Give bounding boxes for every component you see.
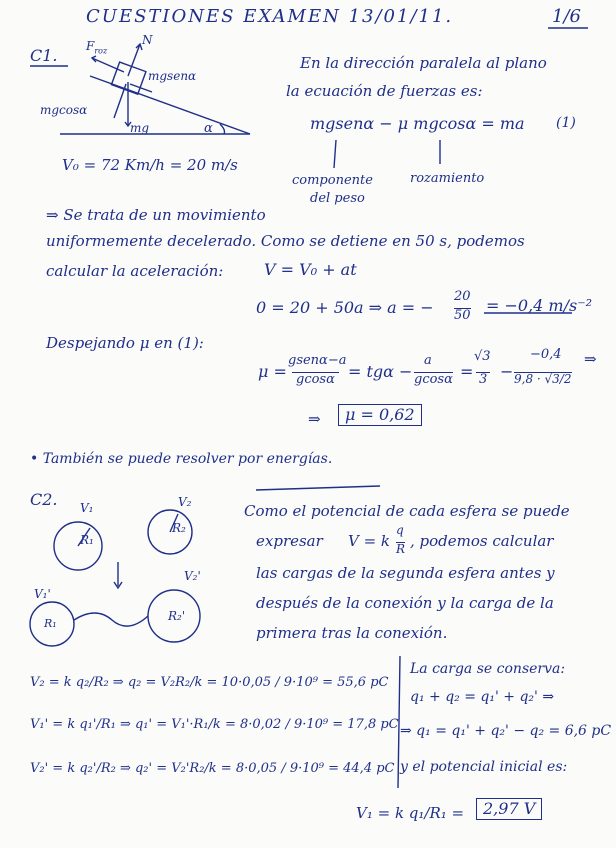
mu-frac2-den: gcosα [414,372,453,387]
v2-label: V₂ [178,495,192,509]
mu-eq-sign: μ = [258,362,287,381]
mu-frac3-num: √3 [474,349,491,364]
r2-label: R₂ [172,521,186,535]
accel-denominator: 50 [454,308,471,323]
c2-text-line2c: , podemos calcular [410,532,554,550]
c1-label: C1. [30,46,58,65]
q2-prime-equation: V₂' = k q₂'/R₂ ⇒ q₂' = V₂'R₂/k = 8·0,05 / 9·10⁹ = 44,4 pC [30,761,395,776]
c2-text-line3: las cargas de la segunda esfera antes y [256,564,555,582]
final-equation: V₁ = k q₁/R₁ = [356,804,465,822]
plane-slope [90,76,250,134]
annotation-weight: del peso [310,191,365,206]
c2-text-r: R [396,542,406,556]
acceleration-calc: 0 = 20 + 50a ⇒ a = − [256,298,434,317]
v1-prime-label: V₁' [34,587,51,601]
conservation-line3: ⇒ q₁ = q₁' + q₂' − q₂ = 6,6 pC [400,723,612,739]
v1-label: V₁ [80,501,94,515]
exam-title: CUESTIONES EXAMEN 13/01/11. [86,6,454,27]
initial-speed: V₀ = 72 Km/h = 20 m/s [62,156,238,174]
parallel-component-label: mgsenα [148,69,197,83]
weight-label: mg [130,121,150,135]
mu-frac1-den: gcosα [292,372,339,386]
mu-frac4-den: 9,8 · √3/2 [514,372,572,386]
normal-arrow [128,44,140,76]
r1-label: R₁ [80,533,94,547]
q2-equation: V₂ = k q₂/R₂ ⇒ q₂ = V₂R₂/k = 10·0,05 / 9·10⁹ = 55,6 pC [30,675,389,690]
angle-label: α [204,121,213,136]
energy-note: • También se puede resolver por energías. [30,451,333,467]
q1-prime-equation: V₁' = k q₁'/R₁ ⇒ q₁' = V₁'·R₁/k = 8·0,02 / 9·10⁹ = 17,8 pC [30,717,399,732]
mu-frac1-num: gsenα−a [288,353,347,368]
c2-text-line2b: V = k [348,532,391,550]
equation-tag: (1) [556,115,576,131]
mu-frac2-num: a [424,353,432,368]
perp-component-label: mgcosα [40,103,88,117]
conservation-line4: y el potencial inicial es: [400,759,568,775]
mu-frac4-num: −0,4 [530,347,562,362]
friction-label: $F_{roz}$ [86,39,108,56]
acceleration-result: = −0,4 m/s⁻² [486,296,593,315]
motion-line2: uniformemente decelerado. Como se detiene en 50 s, podemos [46,232,525,250]
mu-eq2: = [460,362,474,381]
c2-text-line2a: expresar [256,532,323,550]
c2-text-line1: Como el potencial de cada esfera se puede [244,502,570,520]
c2-text-line4: después de la conexión y la carga de la [256,594,554,612]
motion-line3: calcular la aceleración: [46,262,224,280]
v2-prime-label: V₂' [184,569,201,583]
conservation-line1: La carga se conserva: [410,661,566,677]
mu-frac3-den: 3 [476,372,490,386]
angle-arc [220,124,225,134]
mu-result: μ = 0,62 [338,404,422,426]
c2-text-line5: primera tras la conexión. [256,624,448,642]
conservation-line2: q₁ + q₂ = q₁' + q₂' ⇒ [410,689,555,705]
mu-result-arrow: ⇒ [308,410,321,428]
c2-label: C2. [30,490,58,509]
r1-prime-label: R₁ [44,617,57,630]
accel-numerator: 20 [454,289,471,304]
connecting-wire [74,613,148,626]
motion-line1: ⇒ Se trata de un movimiento [46,206,266,224]
annotation-friction: rozamiento [410,171,485,186]
mu-arrow: ⇒ [584,350,597,368]
page-number: 1/6 [552,6,581,27]
c1-intro-line1: En la dirección paralela al plano [300,54,547,72]
annotation-component: componente [292,173,373,188]
mu-mid: = tgα − [348,362,413,381]
c2-text-q: q [396,523,404,537]
force-equation: mgsenα − μ mgcosα = ma [310,114,525,133]
final-result: 2,97 V [476,798,542,820]
normal-label: N [142,33,153,47]
mu-minus: − [500,362,514,381]
r2-prime-label: R₂' [168,609,186,623]
perp-component-arrow [114,84,126,118]
c1-intro-line2: la ecuación de fuerzas es: [286,82,483,100]
solve-mu-intro: Despejando μ en (1): [46,334,204,352]
kinematics-equation: V = V₀ + at [264,260,357,279]
